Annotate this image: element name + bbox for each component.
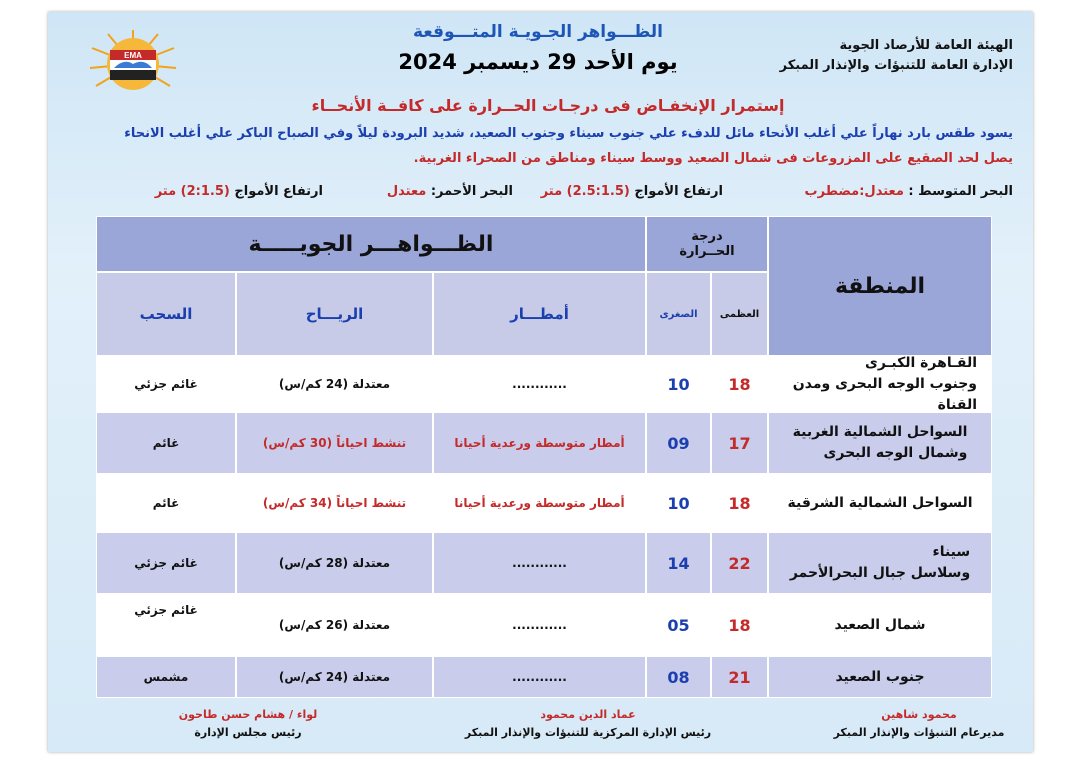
cell-clouds [96,594,236,656]
header-rain [433,272,646,356]
cell-region [768,356,992,412]
cell-wind-text: معتدلة (24 كم/س) [278,670,391,684]
cell-max-text: 22 [728,553,751,573]
header-min-label: الصغرى [659,308,698,320]
cell-region [768,412,992,474]
cell-max [711,532,768,594]
cell-rain-text: أمطار متوسطة ورعدية أحيانا [454,496,625,510]
cell-rain-text: ............ [512,556,567,570]
cell-region [768,656,992,698]
cell-wind [236,356,433,412]
med-sea-value: معتدل:مضطرب [804,184,904,199]
forecast-table [96,216,992,698]
cell-max [711,412,768,474]
cell-rain-text: ............ [512,377,567,391]
header-temperature [646,216,768,272]
cell-max [711,356,768,412]
ema-logo-icon [88,28,178,100]
signature-left-title: رئيس مجلس الإدارة [194,725,302,739]
org-department: الإدارة العامة للتنبؤات والإنذار المبكر [779,58,1013,73]
signature-right-title: مديرعام التنبؤات والإنذار المبكر [833,725,1005,739]
cell-clouds-text: مشمس [143,670,189,684]
cell-rain [433,356,646,412]
cell-wind-text: تنشط احياناً (30 كم/س) [262,436,407,450]
cell-min-text: 09 [667,433,690,453]
cell-min-text: 10 [667,493,690,513]
cell-wind [236,474,433,532]
cell-clouds [96,474,236,532]
cell-min [646,412,711,474]
cell-max-text: 18 [728,493,751,513]
cell-max [711,656,768,698]
cell-wind-text: معتدلة (24 كم/س) [278,377,391,391]
header-phenomena [96,216,646,272]
signature-center-title: رئيس الإدارة المركزية للتنبؤات والإنذار المبكر [464,725,712,739]
red-sea-label: البحر الأحمر: [426,184,513,199]
header-wind [236,272,433,356]
cell-wind-text: معتدلة (28 كم/س) [278,556,391,570]
cell-max-text: 21 [728,667,751,687]
cell-clouds [96,412,236,474]
cell-clouds-text: غائم [152,436,180,450]
cell-region [768,474,992,532]
med-sea-label: البحر المتوسط : [903,184,1013,199]
summary-line-1: يسود طقس بارد نهاراً علي أغلب الأنحاء مائل للدفء علي جنوب سيناء وجنوب الصعيد، شديد البرودة ليلاً وفي الصباح الباكر علي أغلب الانحاء [124,126,1013,141]
cell-max-text: 17 [728,433,751,453]
cell-clouds [96,532,236,594]
cell-region-text: القـاهرة الكبـرى وجنوب الوجه البحرى ومدن القناة [792,354,977,413]
red-sea-waves [155,184,323,199]
cell-clouds-text: غائم جزئي [134,603,198,617]
cell-clouds [96,656,236,698]
cell-region-text: جنوب الصعيد [835,668,925,685]
cell-rain-text: ............ [512,618,567,632]
red-wave-value: (2:1.5) متر [154,184,230,199]
cell-min [646,474,711,532]
med-wave-value: (2.5:1.5) متر [540,184,630,199]
signature-center [438,706,738,741]
med-sea-waves [541,184,723,199]
cell-rain [433,532,646,594]
cell-max [711,474,768,532]
header-clouds-label: السحب [139,305,193,323]
org-name: الهيئة العامة للأرصاد الجوية [839,38,1013,53]
cell-wind-text: معتدلة (26 كم/س) [278,618,391,632]
header-rain-label: أمطـــار [510,305,569,323]
cell-min [646,594,711,656]
cell-rain [433,656,646,698]
red-sea [387,184,513,199]
signature-right [819,706,1019,741]
cell-clouds-text: غائم [152,496,180,510]
cell-min [646,356,711,412]
signature-left-name: لواء / هشام حسن طاحون [178,708,318,721]
signature-left [148,706,348,741]
forecast-sheet [48,12,1033,752]
header-region-label: المنطقة [834,273,926,299]
signature-right-name: محمود شاهين [881,708,957,721]
cell-region [768,532,992,594]
cell-rain-text: ............ [512,670,567,684]
header-clouds [96,272,236,356]
header-wind-label: الريـــاح [305,305,364,323]
cell-min [646,532,711,594]
cell-max-text: 18 [728,374,751,394]
forecast-date: يوم الأحد 29 ديسمبر 2024 [398,50,678,74]
cell-min-text: 05 [667,615,690,635]
cell-wind [236,594,433,656]
cell-wind [236,532,433,594]
cell-region-text: سيناء وسلاسل جبال البحرالأحمر [789,544,971,581]
signature-center-name: عماد الدين محمود [540,708,636,721]
header-phenomena-label: الظـــواهـــر الجويـــــة [248,231,494,257]
summary-line-2: يصل لحد الصقيع على المزروعات فى شمال الصعيد ووسط سيناء ومناطق من الصحراء الغربية. [413,151,1013,166]
headline: إستمرار الإنخفـاض فى درجـات الحــرارة على كافــة الأنحــاء [311,96,785,115]
header-min [646,272,711,356]
cell-wind-text: تنشط احياناً (34 كم/س) [262,496,407,510]
page-title: الظـــواهر الجـويـة المتـــوقعة [413,22,663,42]
cell-clouds-text: غائم جزئي [134,556,198,570]
cell-min-text: 10 [667,374,690,394]
cell-region-text: شمال الصعيد [834,616,926,633]
cell-min [646,656,711,698]
cell-clouds [96,356,236,412]
cell-clouds-text: غائم جزئي [134,377,198,391]
cell-rain-text: أمطار متوسطة ورعدية أحيانا [454,436,625,450]
med-sea [805,184,1013,199]
cell-min-text: 14 [667,553,690,573]
cell-wind [236,412,433,474]
cell-rain [433,412,646,474]
cell-max-text: 18 [728,615,751,635]
cell-min-text: 08 [667,667,690,687]
header-max [711,272,768,356]
cell-rain [433,594,646,656]
red-sea-value: معتدل [386,184,427,199]
cell-region [768,594,992,656]
cell-region-text: السواحل الشمالية الشرقية [787,494,973,511]
red-wave-label: ارتفاع الأمواج [229,184,323,199]
med-wave-label: ارتفاع الأمواج [629,184,723,199]
cell-max [711,594,768,656]
cell-region-text: السواحل الشمالية الغربية وشمال الوجه البحرى [792,424,968,461]
sea-conditions [53,184,1013,204]
svg-text:EMA: EMA [124,51,142,60]
cell-wind [236,656,433,698]
header-temperature-label: درجة الحــرارة [679,229,735,259]
header-max-label: العظمى [719,308,760,320]
cell-rain [433,474,646,532]
header-region [768,216,992,356]
